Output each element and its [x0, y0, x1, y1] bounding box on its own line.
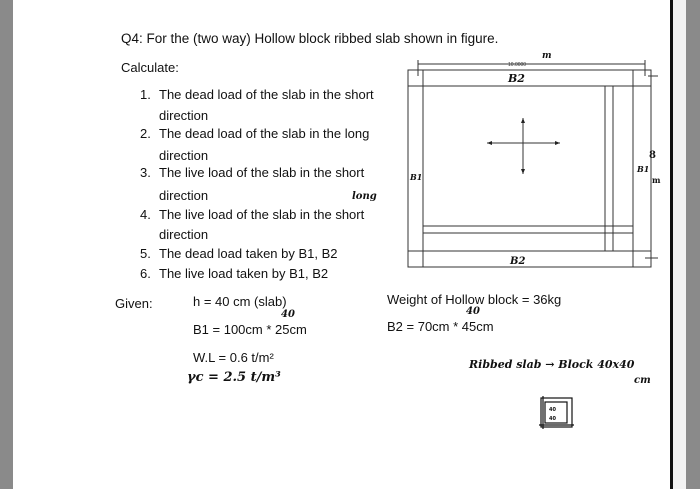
beam-label-left: B1	[410, 172, 423, 182]
beam-label-right: B1	[637, 164, 650, 174]
slab-outline	[408, 70, 651, 267]
b1-correction: 40	[281, 309, 295, 320]
list-item: The dead load of the slab in the long	[159, 126, 370, 141]
dimension-label: 10.0000	[508, 62, 527, 68]
given-gamma-c: γc = 2.5 t/m³	[187, 370, 281, 385]
item-number: 1.	[140, 87, 151, 102]
item-number: 5.	[140, 246, 151, 261]
given-hollow-block-weight: Weight of Hollow block = 36kg	[387, 292, 562, 307]
side-dimension: 8	[649, 150, 656, 161]
ribbed-slab-note: Ribbed slab → Block 40x40	[469, 358, 635, 371]
side-dimension-unit: m	[652, 175, 661, 185]
hollow-block-sketch	[539, 396, 574, 429]
calculate-label: Calculate:	[121, 60, 179, 75]
handwritten-correction: long	[352, 191, 377, 202]
list-item-cont: direction	[159, 108, 209, 123]
b2-correction: 40	[466, 306, 480, 317]
dimension-unit: m	[542, 51, 552, 61]
list-item: The live load of the slab in the short	[159, 207, 365, 222]
given-b1: B1 = 100cm * 25cm	[193, 322, 307, 337]
list-item-cont: direction	[159, 188, 209, 203]
list-item: The dead load taken by B1, B2	[159, 246, 338, 261]
item-number: 3.	[140, 165, 151, 180]
beam-label-bottom: B2	[510, 256, 526, 267]
block-label: 40	[549, 407, 556, 413]
ribbed-slab-note-unit: cm	[634, 375, 651, 386]
list-item-cont: direction	[159, 148, 209, 163]
list-item-cont: direction	[159, 227, 209, 242]
item-number: 6.	[140, 266, 151, 281]
item-number: 4.	[140, 207, 151, 222]
given-h: h = 40 cm (slab)	[193, 294, 287, 309]
question-title: Q4: For the (two way) Hollow block ribbed slab shown in figure.	[121, 31, 499, 46]
item-number: 2.	[140, 126, 151, 141]
block-label: 40	[549, 416, 556, 422]
list-item: The live load of the slab in the short	[159, 165, 365, 180]
beam-label-top: B2	[508, 72, 525, 85]
list-item: The live load taken by B1, B2	[159, 266, 329, 281]
given-wl: W.L = 0.6 t/m²	[193, 350, 274, 365]
given-b2: B2 = 70cm * 45cm	[387, 319, 494, 334]
given-label: Given:	[115, 296, 153, 311]
list-item: The dead load of the slab in the short	[159, 87, 374, 102]
